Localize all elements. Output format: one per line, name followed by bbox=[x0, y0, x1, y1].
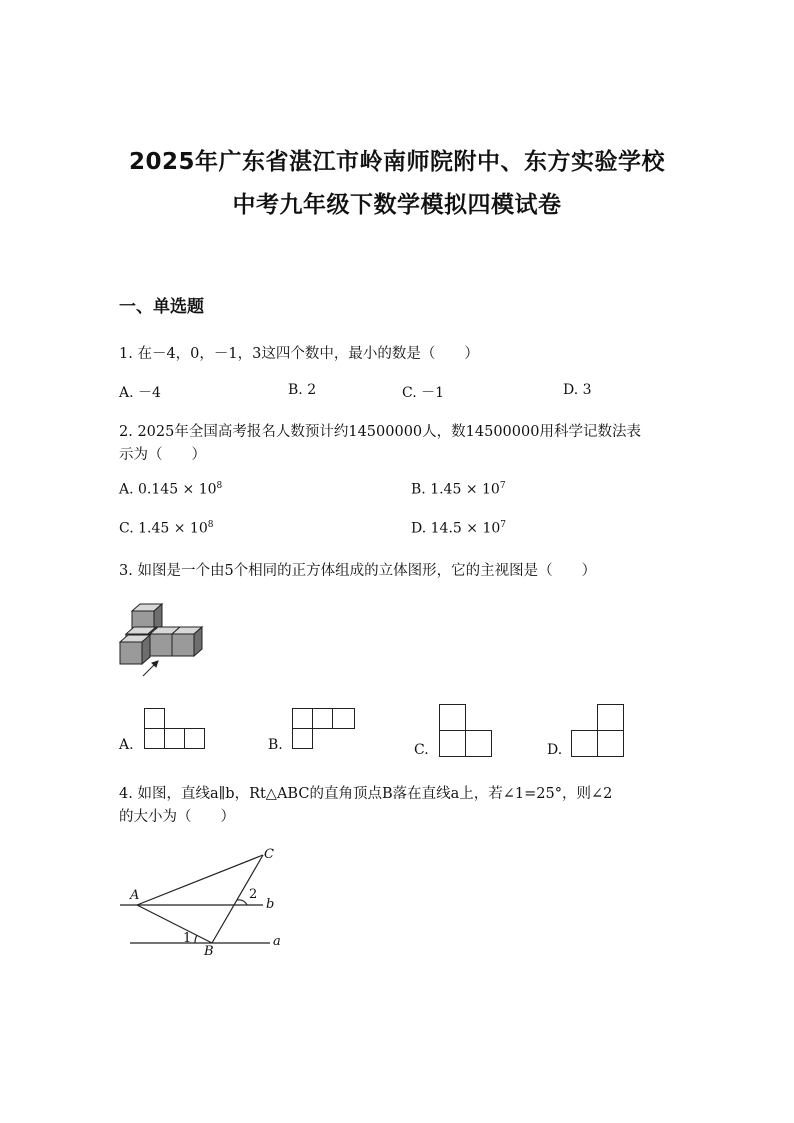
q2-option-b-exponent: 7 bbox=[499, 481, 506, 491]
line-b-label: b bbox=[266, 897, 275, 912]
q3-option-d-label: D. bbox=[547, 742, 563, 758]
section-heading: 一、单选题 bbox=[119, 297, 204, 317]
q2-option-c bbox=[119, 520, 213, 537]
angle-2-arc bbox=[237, 900, 247, 905]
point-c-label: C bbox=[264, 847, 274, 862]
q3-option-b-figure bbox=[292, 708, 356, 750]
angle-2-label: 2 bbox=[249, 887, 258, 902]
q2-option-b-base: 1.45 × 10 bbox=[430, 481, 500, 498]
q2-option-d-base: 14.5 × 10 bbox=[430, 520, 501, 537]
q3-option-d-figure bbox=[571, 704, 625, 758]
angle-1-label: 1 bbox=[183, 931, 192, 946]
q3-cube-figure bbox=[115, 600, 210, 680]
line-a-label: a bbox=[273, 934, 281, 949]
q2-stem-line1: 2. 2025年全国高考报名人数预计约14500000人，数14500000用科学记数法表 bbox=[119, 424, 641, 440]
point-a-label: A bbox=[130, 888, 140, 903]
q4-stem-line1: 4. 如图，直线a∥b，Rt△ABC的直角顶点B落在直线a上，若∠1=25°，则∠2 bbox=[119, 786, 613, 802]
q1-stem: 1. 在－4，0，－1，3这四个数中，最小的数是（ ） bbox=[119, 346, 479, 362]
q2-option-c-base: 1.45 × 10 bbox=[138, 520, 208, 537]
q3-option-a-figure bbox=[144, 708, 206, 750]
q3-stem: 3. 如图是一个由5个相同的正方体组成的立体图形，它的主视图是（ ） bbox=[119, 563, 597, 579]
exam-title-line1: 2025年广东省湛江市岭南师院附中、东方实验学校 bbox=[128, 149, 665, 175]
q1-option-b: B. 2 bbox=[288, 382, 317, 398]
q1-option-d: D. 3 bbox=[563, 382, 592, 398]
q2-option-d-label: D. bbox=[411, 520, 427, 537]
q2-option-a-label: A. bbox=[119, 481, 134, 498]
q1-option-a: A. －4 bbox=[119, 385, 161, 401]
q2-stem-line2: 示为（ ） bbox=[119, 447, 206, 463]
q2-option-c-exponent: 8 bbox=[207, 520, 214, 530]
point-b-label: B bbox=[204, 944, 214, 959]
q2-option-a-base: 0.145 × 10 bbox=[138, 481, 217, 498]
exam-title-line2: 中考九年级下数学模拟四模试卷 bbox=[232, 192, 562, 218]
q3-option-b-label: B. bbox=[268, 737, 283, 753]
q2-option-d bbox=[411, 520, 506, 537]
q2-option-a bbox=[119, 481, 222, 498]
segment-ac bbox=[137, 855, 263, 905]
q3-option-c-label: C. bbox=[414, 742, 429, 758]
q2-option-b-label: B. bbox=[411, 481, 426, 498]
angle-1-arc bbox=[195, 935, 197, 943]
q3-option-a-label: A. bbox=[119, 737, 134, 753]
q3-option-c-figure bbox=[439, 704, 493, 758]
q2-option-c-label: C. bbox=[119, 520, 134, 537]
q2-option-a-exponent: 8 bbox=[216, 481, 223, 491]
segment-ab bbox=[137, 905, 212, 943]
q1-option-c: C. －1 bbox=[402, 385, 445, 401]
q4-stem-line2: 的大小为（ ） bbox=[119, 809, 235, 825]
q2-option-b bbox=[411, 481, 506, 498]
q2-option-d-exponent: 7 bbox=[500, 520, 506, 530]
